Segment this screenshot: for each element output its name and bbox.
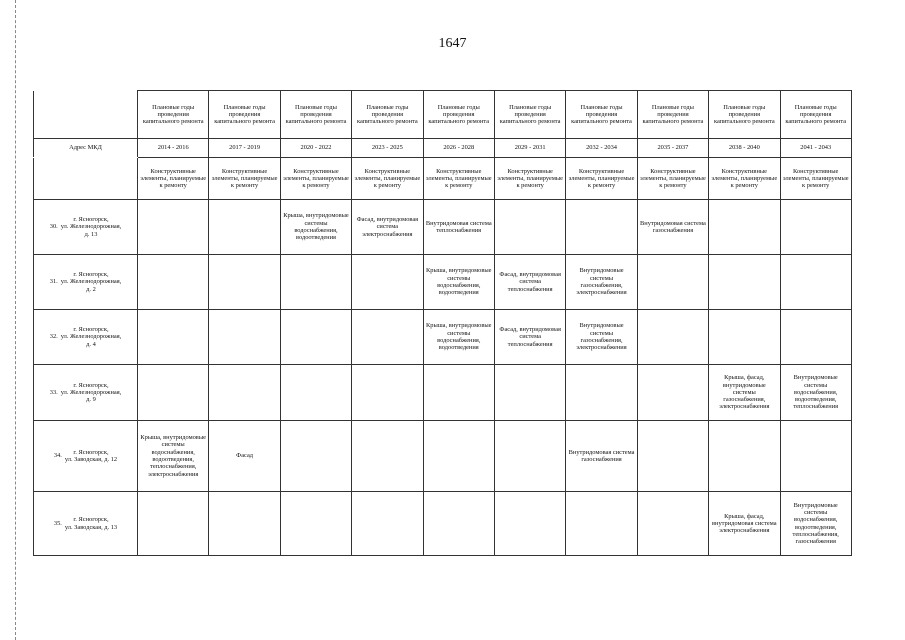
elements-label: Конструктивные элементы, планируемые к ремонту bbox=[138, 158, 209, 200]
address-cell bbox=[34, 200, 138, 255]
repair-elements-cell: Крыша, внутридомовые системы водоснабжения, водоотведения bbox=[280, 200, 351, 255]
capital-repair-plan-table bbox=[33, 90, 852, 556]
elements-label: Конструктивные элементы, планируемые к ремонту bbox=[352, 158, 423, 200]
repair-elements-cell bbox=[280, 421, 351, 492]
repair-elements-cell bbox=[637, 365, 708, 421]
address-city: г. Ясногорск, bbox=[73, 448, 109, 456]
period-label: Плановые годы проведения капитального ремонта bbox=[780, 91, 851, 139]
row-number: 35. bbox=[53, 519, 62, 527]
repair-elements-cell bbox=[494, 421, 565, 492]
repair-elements-cell bbox=[138, 255, 209, 310]
address-city: г. Ясногорск, bbox=[73, 216, 109, 224]
repair-elements-cell bbox=[280, 492, 351, 556]
repair-elements-cell bbox=[209, 492, 280, 556]
repair-elements-cell bbox=[352, 365, 423, 421]
table-row bbox=[34, 255, 852, 310]
address-city: г. Ясногорск, bbox=[73, 516, 109, 524]
repair-elements-cell bbox=[209, 365, 280, 421]
repair-elements-cell: Внутридомовые системы газоснабжения, электроснабжения bbox=[566, 255, 637, 310]
repair-elements-cell: Внутридомовые системы газоснабжения, электроснабжения bbox=[566, 310, 637, 365]
period-years: 2029 - 2031 bbox=[494, 139, 565, 158]
repair-elements-cell: Внутридомовая система газоснабжения bbox=[637, 200, 708, 255]
table-row bbox=[34, 365, 852, 421]
address-city: г. Ясногорск, bbox=[73, 381, 109, 389]
binding-margin-line bbox=[15, 0, 16, 640]
repair-elements-cell bbox=[138, 310, 209, 365]
elements-label: Конструктивные элементы, планируемые к ремонту bbox=[494, 158, 565, 200]
repair-elements-cell bbox=[494, 492, 565, 556]
header-row-periods bbox=[34, 91, 852, 139]
table-row bbox=[34, 421, 852, 492]
elements-label: Конструктивные элементы, планируемые к ремонту bbox=[423, 158, 494, 200]
period-years: 2020 - 2022 bbox=[280, 139, 351, 158]
repair-elements-cell bbox=[423, 492, 494, 556]
repair-elements-cell bbox=[423, 421, 494, 492]
row-number: 33. bbox=[49, 388, 58, 396]
repair-elements-cell: Внутридомовая система газоснабжения bbox=[566, 421, 637, 492]
address-header: Адрес МКД bbox=[34, 139, 138, 158]
repair-elements-cell bbox=[423, 365, 494, 421]
repair-elements-cell bbox=[494, 365, 565, 421]
repair-elements-cell bbox=[780, 310, 851, 365]
period-years: 2026 - 2028 bbox=[423, 139, 494, 158]
table-row bbox=[34, 310, 852, 365]
address-house: д. 13 bbox=[84, 230, 98, 238]
period-years: 2038 - 2040 bbox=[709, 139, 780, 158]
repair-elements-cell bbox=[637, 421, 708, 492]
repair-elements-cell bbox=[494, 200, 565, 255]
repair-elements-cell bbox=[352, 421, 423, 492]
elements-label: Конструктивные элементы, планируемые к ремонту bbox=[709, 158, 780, 200]
repair-elements-cell bbox=[780, 200, 851, 255]
elements-label: Конструктивные элементы, планируемые к ремонту bbox=[566, 158, 637, 200]
address-house: д. 2 bbox=[86, 285, 96, 293]
address-cell bbox=[34, 255, 138, 310]
address-text bbox=[61, 216, 121, 238]
repair-elements-cell bbox=[566, 200, 637, 255]
repair-elements-cell: Фасад, внутридомовая система теплоснабжения bbox=[494, 255, 565, 310]
address-cell bbox=[34, 421, 138, 492]
period-years: 2032 - 2034 bbox=[566, 139, 637, 158]
address-text bbox=[61, 382, 121, 404]
period-label: Плановые годы проведения капитального ремонта bbox=[637, 91, 708, 139]
elements-label: Конструктивные элементы, планируемые к ремонту bbox=[209, 158, 280, 200]
row-number: 30. bbox=[49, 223, 58, 231]
period-years: 2035 - 2037 bbox=[637, 139, 708, 158]
repair-elements-cell bbox=[780, 421, 851, 492]
repair-elements-cell: Фасад, внутридомовая система теплоснабжения bbox=[494, 310, 565, 365]
address-city: г. Ясногорск, bbox=[73, 271, 109, 279]
address-street: ул. Железнодорожная, bbox=[60, 388, 122, 396]
address-text bbox=[65, 449, 117, 464]
repair-elements-cell: Крыша, внутридомовые системы водоснабжения, водоотведения, теплоснабжения, электроснабжения bbox=[138, 421, 209, 492]
repair-elements-cell bbox=[280, 255, 351, 310]
repair-elements-cell: Внутридомовые системы водоснабжения, водоотведения, теплоснабжения bbox=[780, 365, 851, 421]
row-number: 32. bbox=[49, 333, 58, 341]
repair-elements-cell: Крыша, фасад, внутридомовая система электроснабжения bbox=[709, 492, 780, 556]
address-house: д. 4 bbox=[86, 340, 96, 348]
address-cell bbox=[34, 310, 138, 365]
repair-elements-cell: Крыша, внутридомовые системы водоснабжения, водоотведения bbox=[423, 255, 494, 310]
period-label: Плановые годы проведения капитального ремонта bbox=[138, 91, 209, 139]
repair-elements-cell bbox=[709, 421, 780, 492]
repair-elements-cell bbox=[566, 365, 637, 421]
repair-elements-cell: Крыша, фасад, внутридомовые системы газоснабжения, электроснабжения bbox=[709, 365, 780, 421]
address-text bbox=[61, 326, 121, 348]
address-cell bbox=[34, 365, 138, 421]
repair-elements-cell bbox=[709, 200, 780, 255]
repair-elements-cell bbox=[138, 492, 209, 556]
period-label: Плановые годы проведения капитального ремонта bbox=[423, 91, 494, 139]
elements-label: Конструктивные элементы, планируемые к ремонту bbox=[780, 158, 851, 200]
table-row bbox=[34, 492, 852, 556]
period-label: Плановые годы проведения капитального ремонта bbox=[352, 91, 423, 139]
repair-elements-cell bbox=[352, 255, 423, 310]
repair-elements-cell bbox=[637, 492, 708, 556]
page-number: 1647 bbox=[438, 36, 467, 51]
repair-elements-cell bbox=[209, 310, 280, 365]
repair-elements-cell bbox=[566, 492, 637, 556]
address-street: ул. Железнодорожная, bbox=[60, 223, 122, 231]
address-house: д. 9 bbox=[86, 396, 96, 404]
repair-elements-cell bbox=[138, 200, 209, 255]
header-row-elements bbox=[34, 158, 852, 200]
repair-elements-cell: Внутридомовые системы водоснабжения, водоотведения, теплоснабжения, газоснабжения bbox=[780, 492, 851, 556]
address-text bbox=[61, 271, 121, 293]
repair-elements-cell bbox=[209, 200, 280, 255]
repair-elements-cell bbox=[138, 365, 209, 421]
address-header-top bbox=[34, 91, 138, 139]
repair-elements-cell bbox=[709, 310, 780, 365]
repair-elements-cell bbox=[209, 255, 280, 310]
address-street: ул. Железнодорожная, bbox=[60, 333, 122, 341]
repair-elements-cell bbox=[709, 255, 780, 310]
table-row bbox=[34, 200, 852, 255]
address-street: ул. Заводская, д. 12 bbox=[64, 456, 118, 463]
repair-elements-cell: Фасад, внутридомовая система электроснабжения bbox=[352, 200, 423, 255]
repair-elements-cell bbox=[780, 255, 851, 310]
period-years: 2041 - 2043 bbox=[780, 139, 851, 158]
repair-elements-cell bbox=[280, 310, 351, 365]
address-text bbox=[65, 516, 117, 531]
repair-elements-cell bbox=[637, 255, 708, 310]
period-label: Плановые годы проведения капитального ремонта bbox=[280, 91, 351, 139]
period-years: 2014 - 2016 bbox=[138, 139, 209, 158]
repair-elements-cell bbox=[280, 365, 351, 421]
address-cell bbox=[34, 492, 138, 556]
period-label: Плановые годы проведения капитального ремонта bbox=[494, 91, 565, 139]
period-years: 2023 - 2025 bbox=[352, 139, 423, 158]
address-street: ул. Заводская, д. 13 bbox=[64, 523, 118, 531]
repair-elements-cell: Фасад bbox=[209, 421, 280, 492]
elements-label: Конструктивные элементы, планируемые к ремонту bbox=[280, 158, 351, 200]
row-number: 34. bbox=[53, 452, 62, 460]
period-years: 2017 - 2019 bbox=[209, 139, 280, 158]
period-label: Плановые годы проведения капитального ремонта bbox=[566, 91, 637, 139]
address-city: г. Ясногорск, bbox=[73, 326, 109, 334]
header-row-years bbox=[34, 139, 852, 158]
repair-elements-cell bbox=[352, 492, 423, 556]
address-street: ул. Железнодорожная, bbox=[60, 278, 122, 286]
repair-elements-cell: Внутридомовая система теплоснабжения bbox=[423, 200, 494, 255]
period-label: Плановые годы проведения капитального ремонта bbox=[209, 91, 280, 139]
period-label: Плановые годы проведения капитального ремонта bbox=[709, 91, 780, 139]
elements-label: Конструктивные элементы, планируемые к ремонту bbox=[637, 158, 708, 200]
repair-elements-cell: Крыша, внутридомовые системы водоснабжения, водоотведения bbox=[423, 310, 494, 365]
address-header-bottom bbox=[34, 158, 138, 200]
row-number: 31. bbox=[49, 278, 58, 286]
repair-elements-cell bbox=[352, 310, 423, 365]
repair-elements-cell bbox=[637, 310, 708, 365]
